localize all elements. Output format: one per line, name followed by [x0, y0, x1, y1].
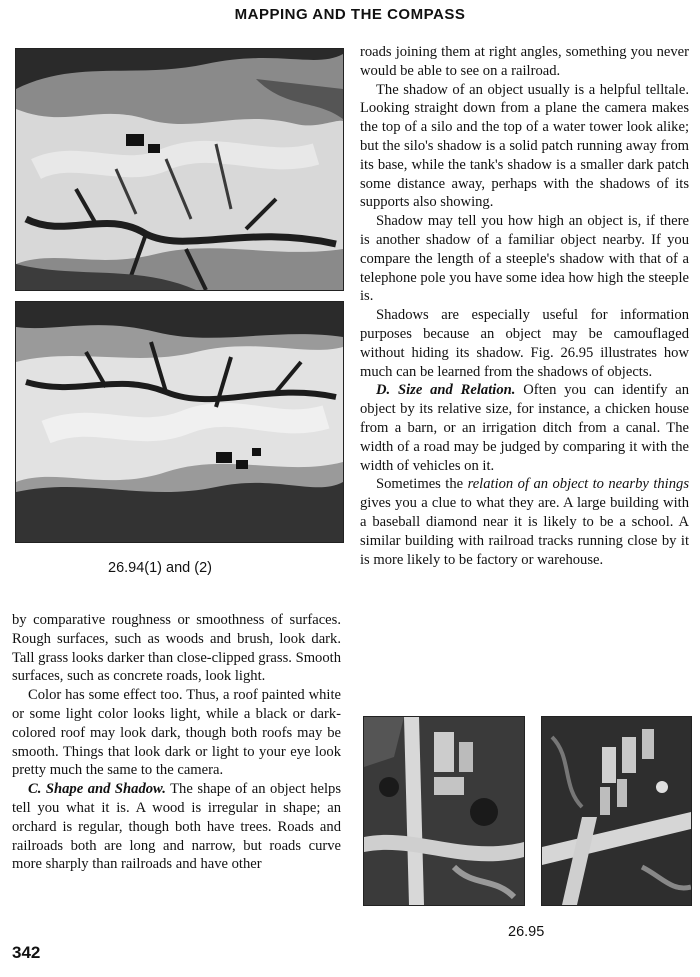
right-column: [360, 43, 689, 569]
page-number: 342: [12, 943, 41, 962]
paragraph: [12, 780, 341, 874]
paragraph: [360, 475, 689, 569]
aerial-photo-2: [15, 301, 344, 543]
figure-caption: 26.95: [508, 924, 545, 940]
subsection-heading: D. Size and Relation.: [376, 382, 516, 399]
paragraph: The shadow of an object usually is a helpful telltale. Looking straight down from a plane the camera makes the top of a silo and the top of a water tower look alike; but the silo's shadow is a solid patch running away from its base, while the tank's shadow is a smaller dark patch some distance away, perhaps with the shadows of its supports also showing.: [360, 81, 689, 211]
paragraph-text: gives you a clue to what they are. A large building with a baseball diamond near it is likely to be a school. A similar building with railroad tracks running close by it is more likely to be factory or warehouse.: [360, 495, 689, 568]
paragraph: by comparative roughness or smoothness of surfaces. Rough surfaces, such as woods and brush, look dark. Tall grass looks darker than close-clipped grass. Smooth surfaces, such as concrete roads, look light.: [12, 612, 341, 685]
paragraph: Shadow may tell you how high an object is, if there is another shadow of a familiar object nearby. If you compare the length of a steeple's shadow with that of a telephone pole you have some idea how high the steeple is.: [360, 213, 689, 305]
running-head: MAPPING AND THE COMPASS: [234, 6, 466, 23]
subsection-heading: C. Shape and Shadow.: [28, 781, 166, 798]
figure-caption: 26.94(1) and (2): [108, 560, 212, 576]
aerial-photo-1: [15, 48, 344, 291]
paragraph-text: Often you can identify an object by its relative size, for instance, a chicken house from a barn, or an irrigation ditch from a canal. The width of a road may be judged by comparing it with the width of vehicles on it.: [360, 382, 690, 474]
paragraph: Color has some effect too. Thus, a roof painted white or some light color looks light, while a black or dark-colored roof may look dark, though both roofs may be smooth. Things that look dark or light to your eye look pretty much the same to the camera.: [12, 687, 341, 779]
paragraph: Shadows are especially useful for information purposes because an object may be camouflaged without hiding its shadow. Fig. 26.95 illustrates how much can be learned from the shadows of objects.: [360, 307, 689, 380]
paragraph: [360, 381, 689, 475]
paragraph: roads joining them at right angles, something you never would be able to see on a railroad.: [360, 44, 689, 79]
paragraph-text: The shape of an object helps tell you what it is. A wood is irregular in shape; an orchard is regular, though both have trees. Roads and railroads both are long and narrow, but roads curve more sharply than railroads and have other: [12, 781, 341, 873]
paragraph-text: Sometimes the: [376, 476, 468, 493]
emphasis: relation of an object to nearby things: [467, 476, 689, 493]
aerial-photo-4: [541, 716, 692, 906]
aerial-photo-3: [363, 716, 525, 906]
left-column: [12, 611, 341, 874]
